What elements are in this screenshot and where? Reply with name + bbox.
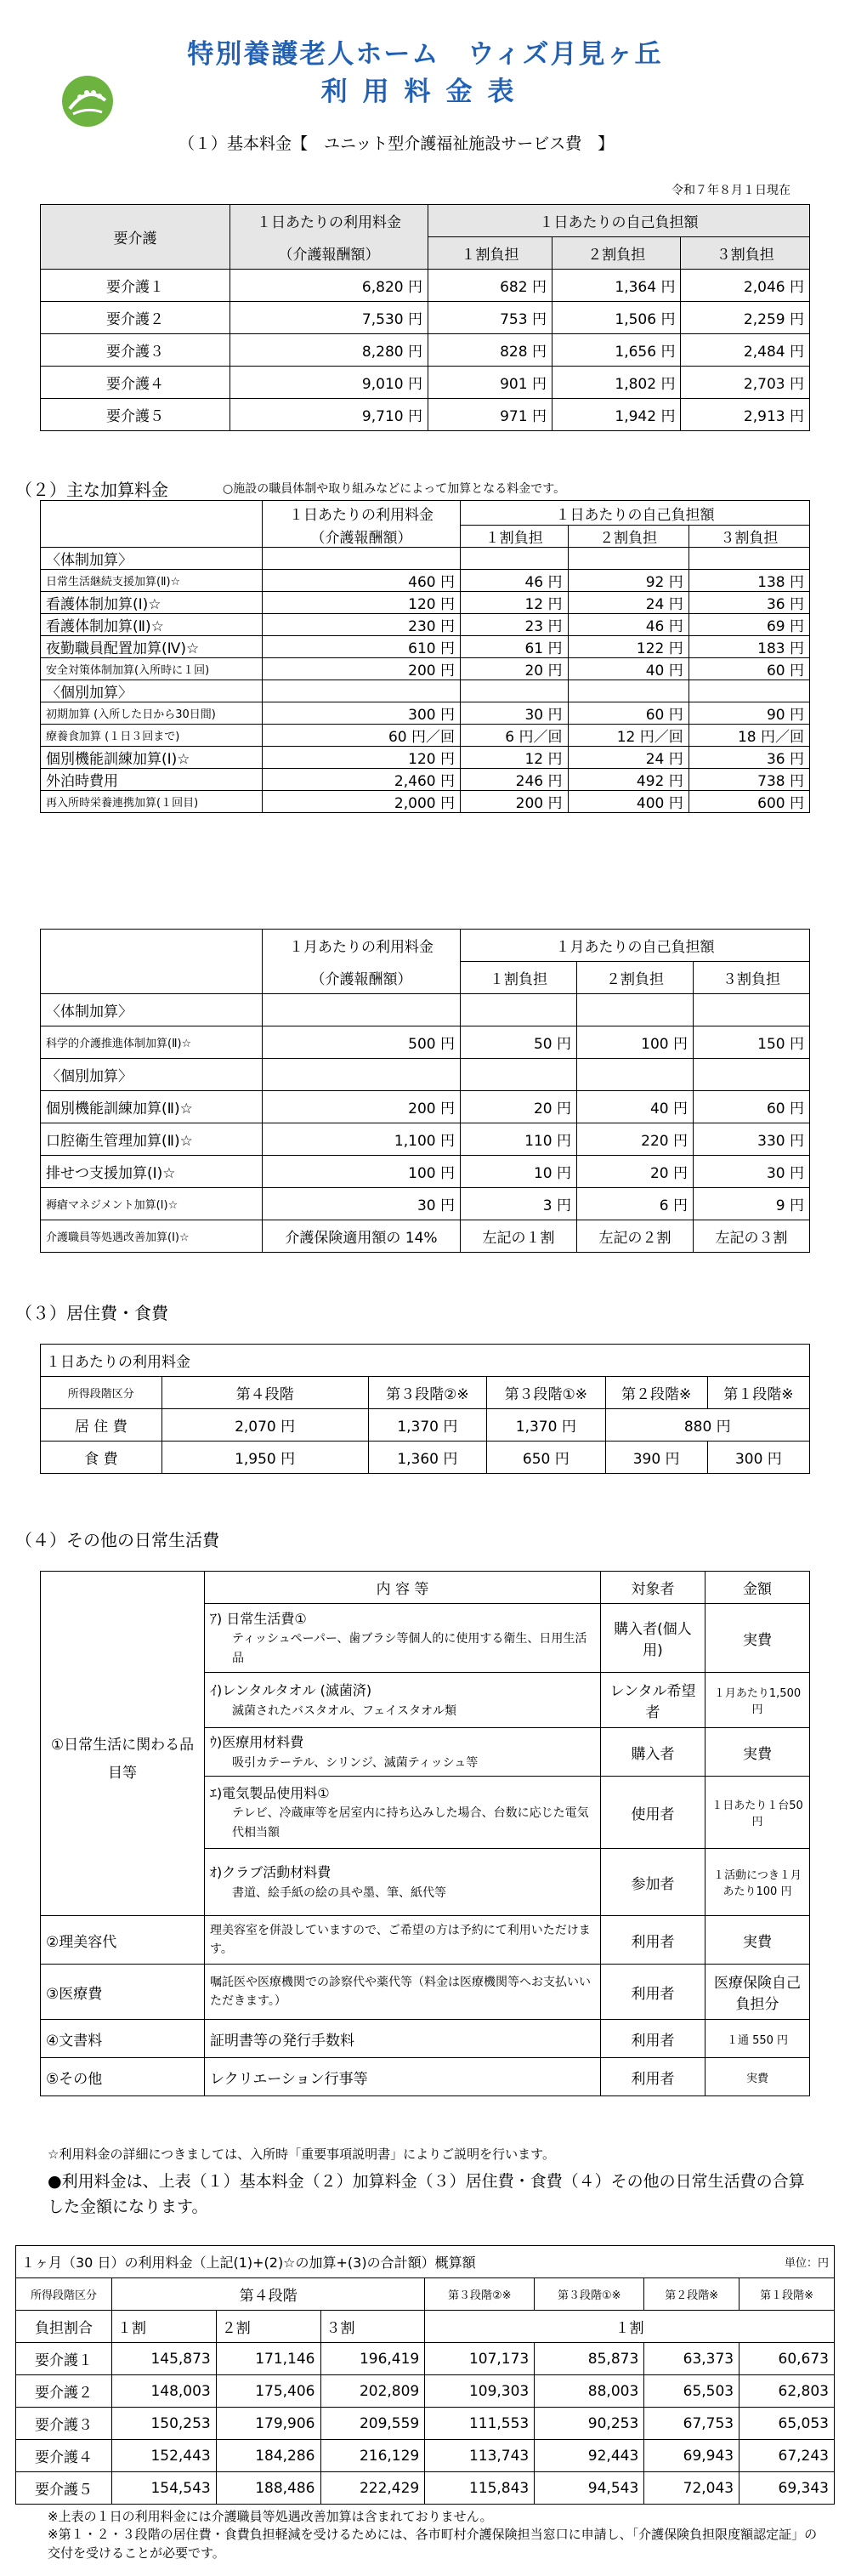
cell: 50 円 [461, 1026, 577, 1059]
cell: 152,443 [112, 2440, 217, 2472]
cell: 390 円 [605, 1442, 707, 1474]
table-row [41, 334, 810, 367]
table-row [41, 702, 810, 725]
cell: 要介護４ [16, 2440, 112, 2472]
cell: 122 円 [568, 636, 688, 658]
header-stage-4: 第４段階 [112, 2278, 425, 2311]
table-row [41, 367, 810, 399]
cell: 300 円 [263, 702, 461, 725]
table-row [41, 769, 810, 791]
cell: 828 円 [428, 334, 552, 367]
cell: 6,820 円 [230, 270, 428, 302]
table-row [41, 1156, 810, 1188]
cell: 230 円 [263, 614, 461, 636]
cell: 2,259 円 [681, 302, 810, 334]
cell: 個別機能訓練加算(Ⅱ)☆ [41, 1091, 263, 1123]
cell: 971 円 [428, 399, 552, 431]
cell: 左記の１割 [461, 1220, 577, 1253]
cell: 200 円 [263, 658, 461, 680]
cell: 69,943 [644, 2440, 740, 2472]
cell: 90 円 [688, 702, 809, 725]
cell: 20 円 [577, 1156, 694, 1188]
cell: 1,370 円 [487, 1409, 605, 1442]
daily-life-table [40, 1571, 810, 2096]
item-amount: １活動につき１月あたり100 円 [706, 1849, 810, 1916]
cell: 222,429 [320, 2472, 425, 2505]
cell: 682 円 [428, 270, 552, 302]
cell: 120 円 [263, 592, 461, 614]
cell: 202,809 [320, 2375, 425, 2408]
cell: 901 円 [428, 367, 552, 399]
item-desc: テレビ、冷蔵庫等を居室内に持ち込みした場合、台数に応じた電気代相当額 [232, 1806, 589, 1840]
item-amount: １月あたり1,500 円 [706, 1673, 810, 1728]
item-target: 購入者(個人用) [601, 1604, 706, 1673]
table-caption: １日あたりの利用料金 [41, 1345, 810, 1377]
housing-food-table [40, 1344, 810, 1474]
cell: 61 円 [461, 636, 569, 658]
header-30pct: ３割負担 [681, 237, 810, 270]
cell: 100 円 [577, 1026, 694, 1059]
cell: 日常生活継続支援加算(Ⅱ)☆ [41, 570, 263, 592]
cell: 口腔衛生管理加算(Ⅱ)☆ [41, 1123, 263, 1156]
cell: 171,146 [216, 2343, 320, 2375]
item-target: 使用者 [601, 1777, 706, 1849]
cell: 8,280 円 [230, 334, 428, 367]
cell: 23 円 [461, 614, 569, 636]
table-note-1: ※上表の１日の利用料金には介護職員等処遇改善加算は含まれておりません。 [48, 2509, 493, 2524]
cell: 30 円 [461, 702, 569, 725]
cell: 62,803 [740, 2375, 835, 2408]
header-care-level: 要介護 [41, 205, 230, 270]
table-row [41, 747, 810, 769]
item-amount: 実費 [706, 1604, 810, 1673]
table-row [41, 725, 810, 747]
cell: 1,360 円 [368, 1442, 486, 1474]
row-label: ③医療費 [41, 1965, 205, 2020]
cell: 107,173 [425, 2343, 535, 2375]
cell: 2,703 円 [681, 367, 810, 399]
cell: 40 円 [577, 1091, 694, 1123]
header-10pct: １割負担 [461, 526, 569, 548]
row-desc: 証明書等の発行手数料 [205, 2020, 601, 2058]
item-amount: １日あたり１台50 円 [706, 1777, 810, 1849]
table-row [41, 570, 810, 592]
group-label: ①日常生活に関わる品目等 [41, 1604, 205, 1916]
facility-logo-icon [61, 75, 114, 128]
cell: 184,286 [216, 2440, 320, 2472]
cell: 20 円 [461, 1091, 577, 1123]
cell: 183 円 [688, 636, 809, 658]
table-row [41, 1026, 810, 1059]
header-30pct: ３割負担 [694, 962, 810, 994]
cell: 216,129 [320, 2440, 425, 2472]
header-self-pay: １月あたりの自己負担額 [461, 930, 810, 962]
header-target: 対象者 [601, 1572, 706, 1604]
table-row [41, 270, 810, 302]
page-subtitle: 利用料金表 [320, 77, 530, 107]
header-ratio-10: １割 [112, 2311, 217, 2343]
table-row [16, 2375, 835, 2408]
cell: 120 円 [263, 747, 461, 769]
cell: 150 円 [694, 1026, 810, 1059]
cell: 再入所時栄養連携加算(１回目) [41, 791, 263, 813]
item-name: ｳ)医療用材料費 [210, 1734, 304, 1750]
group-label: 〈体制加算〉 [41, 548, 263, 570]
cell: 92 円 [568, 570, 688, 592]
effective-date: 令和７年８月１日現在 [672, 184, 790, 197]
cell: 介護保険適用額の 14% [263, 1220, 461, 1253]
table-row [41, 302, 810, 334]
cell: 療養食加算 (１日３回まで) [41, 725, 263, 747]
header-stage-3-1: 第３段階①※ [535, 2278, 644, 2311]
row-label: ②理美容代 [41, 1916, 205, 1965]
cell: 要介護２ [41, 302, 230, 334]
header-amount: 金額 [706, 1572, 810, 1604]
header-stage-4: 第４段階 [162, 1377, 368, 1409]
cell: 880 円 [605, 1409, 809, 1442]
cell: 92,443 [535, 2440, 644, 2472]
cell: 138 円 [688, 570, 809, 592]
cell: 20 円 [461, 658, 569, 680]
item-cell [205, 1673, 601, 1728]
cell: 67,753 [644, 2408, 740, 2440]
header-10pct: １割負担 [461, 962, 577, 994]
monthly-addon-table [40, 929, 810, 1253]
monthly-estimate-table [15, 2245, 835, 2505]
cell: 要介護１ [16, 2343, 112, 2375]
cell: 6 円 [577, 1188, 694, 1220]
group-label: 〈個別加算〉 [41, 680, 263, 702]
table-row [41, 1220, 810, 1253]
cell: 46 円 [461, 570, 569, 592]
header-stage-3-2: 第３段階②※ [425, 2278, 535, 2311]
cell: 外泊時費用 [41, 769, 263, 791]
cell: 食 費 [41, 1442, 162, 1474]
cell: 246 円 [461, 769, 569, 791]
cell: 600 円 [688, 791, 809, 813]
basic-fee-table [40, 204, 810, 431]
table-caption: １ヶ月（30 日）の利用料金（上記(1)+(2)☆の加算+(3)の合計額）概算額 [16, 2246, 740, 2278]
header-daily-fee-sub: （介護報酬額） [263, 526, 461, 548]
cell: 492 円 [568, 769, 688, 791]
section-housing-title: （３）居住費・食費 [15, 1303, 168, 1323]
unit-label: 単位：円 [740, 2246, 835, 2278]
table-note-2: ※第１・２・３段階の居住費・食費負担軽減を受けるためには、各市町村介護保険担当窓口に申請し、「介護保険負担限度額認定証」の交付を受けることが必要です。 [48, 2527, 818, 2561]
header-20pct: ２割負担 [577, 962, 694, 994]
header-ratio-30: ３割 [320, 2311, 425, 2343]
item-name: ｵ)クラブ活動材料費 [210, 1864, 332, 1880]
cell: 60 円／回 [263, 725, 461, 747]
row-label: ④文書料 [41, 2020, 205, 2058]
header-stage-3-1: 第３段階①※ [487, 1377, 605, 1409]
header-30pct: ３割負担 [688, 526, 809, 548]
summary-note: ●利用料金は、上表（１）基本料金（２）加算料金（３）居住費・食費（４）その他の日常生活費の合算した金額になります。 [48, 2172, 805, 2217]
header-income-stage: 所得段階区分 [16, 2278, 112, 2311]
item-desc: 書道、絵手紙の絵の具や墨、筆、紙代等 [232, 1885, 446, 1900]
cell: 30 円 [694, 1156, 810, 1188]
cell: 18 円／回 [688, 725, 809, 747]
header-daily-fee: １日あたりの利用料金 [230, 205, 428, 237]
cell: 738 円 [688, 769, 809, 791]
cell: 63,373 [644, 2343, 740, 2375]
cell: 60 円 [568, 702, 688, 725]
cell: 154,543 [112, 2472, 217, 2505]
cell: 94,543 [535, 2472, 644, 2505]
cell: 60,673 [740, 2343, 835, 2375]
row-amount: 実費 [706, 1916, 810, 1965]
cell: 2,046 円 [681, 270, 810, 302]
cell: 9,710 円 [230, 399, 428, 431]
table-row [16, 2343, 835, 2375]
cell: 10 円 [461, 1156, 577, 1188]
header-stage-1: 第１段階※ [740, 2278, 835, 2311]
cell: 初期加算 (入所した日から30日間) [41, 702, 263, 725]
cell: 113,743 [425, 2440, 535, 2472]
cell: 要介護３ [41, 334, 230, 367]
item-name: ｱ) 日常生活費① [210, 1610, 307, 1627]
row-target: 利用者 [601, 2058, 706, 2096]
header-stage-2: 第２段階※ [605, 1377, 707, 1409]
row-target: 利用者 [601, 1965, 706, 2020]
item-cell [205, 1849, 601, 1916]
cell: 115,843 [425, 2472, 535, 2505]
header-income-stage: 所得段階区分 [41, 1377, 162, 1409]
group-label: 〈体制加算〉 [41, 994, 263, 1026]
table-row [41, 1409, 810, 1442]
section-addon-title: （２）主な加算料金 [15, 480, 168, 500]
header-monthly-fee-sub: （介護報酬額） [263, 962, 461, 994]
cell: 7,530 円 [230, 302, 428, 334]
cell: 60 円 [694, 1091, 810, 1123]
header-stage-3-2: 第３段階②※ [368, 1377, 486, 1409]
cell: 6 円／回 [461, 725, 569, 747]
cell: 67,243 [740, 2440, 835, 2472]
cell: 要介護５ [41, 399, 230, 431]
cell: 要介護１ [41, 270, 230, 302]
row-amount: １通 550 円 [706, 2020, 810, 2058]
blank-cell [41, 930, 263, 962]
section-basic-title: （１）基本料金【 ユニット型介護福祉施設サービス費 】 [178, 134, 615, 153]
header-stage-1: 第１段階※ [707, 1377, 809, 1409]
cell: 12 円 [461, 592, 569, 614]
cell: 24 円 [568, 747, 688, 769]
cell: 148,003 [112, 2375, 217, 2408]
cell: 175,406 [216, 2375, 320, 2408]
header-ratio: 負担割合 [16, 2311, 112, 2343]
cell: 69,343 [740, 2472, 835, 2505]
cell: 安全対策体制加算(入所時に１回) [41, 658, 263, 680]
table-row [41, 1188, 810, 1220]
header-stage-2: 第２段階※ [644, 2278, 740, 2311]
cell: 220 円 [577, 1123, 694, 1156]
daily-addon-table [40, 500, 810, 813]
header-ratio-10-reduced: １割 [425, 2311, 835, 2343]
cell: 36 円 [688, 747, 809, 769]
section-daily-life-title: （４）その他の日常生活費 [15, 1530, 219, 1550]
table-row [41, 791, 810, 813]
row-amount: 医療保険自己負担分 [706, 1965, 810, 2020]
cell: 3 円 [461, 1188, 577, 1220]
row-desc: 理美容室を併設していますので、ご希望の方は予約にて利用いただけます。 [205, 1916, 601, 1965]
cell: 200 円 [461, 791, 569, 813]
cell: 145,873 [112, 2343, 217, 2375]
cell: 12 円 [461, 747, 569, 769]
item-name: ｴ)電気製品使用料① [210, 1784, 330, 1801]
cell: 要介護３ [16, 2408, 112, 2440]
item-cell [205, 1604, 601, 1673]
item-target: 購入者 [601, 1728, 706, 1777]
cell: 1,656 円 [552, 334, 681, 367]
row-amount: 実費 [706, 2058, 810, 2096]
item-cell [205, 1777, 601, 1849]
cell: 46 円 [568, 614, 688, 636]
cell: 330 円 [694, 1123, 810, 1156]
table-row [41, 592, 810, 614]
table-row [16, 2440, 835, 2472]
cell: 居 住 費 [41, 1409, 162, 1442]
cell: 40 円 [568, 658, 688, 680]
cell: 1,942 円 [552, 399, 681, 431]
cell: 9,010 円 [230, 367, 428, 399]
cell: 2,913 円 [681, 399, 810, 431]
cell: 1,364 円 [552, 270, 681, 302]
header-self-pay: １日あたりの自己負担額 [461, 501, 810, 526]
row-target: 利用者 [601, 1916, 706, 1965]
cell: 1,802 円 [552, 367, 681, 399]
cell: 1,370 円 [368, 1409, 486, 1442]
cell: 65,503 [644, 2375, 740, 2408]
header-10pct: １割負担 [428, 237, 552, 270]
cell: 88,003 [535, 2375, 644, 2408]
item-desc: 滅菌されたバスタオル、フェイスタオル類 [232, 1703, 457, 1718]
cell: 109,303 [425, 2375, 535, 2408]
cell: 9 円 [694, 1188, 810, 1220]
cell: 36 円 [688, 592, 809, 614]
cell: 12 円／回 [568, 725, 688, 747]
item-desc: ティッシュペーパー、歯ブラシ等個人的に使用する衛生、日用生活品 [232, 1632, 587, 1665]
row-label: ⑤その他 [41, 2058, 205, 2096]
cell: 要介護４ [41, 367, 230, 399]
footnote: ☆利用料金の詳細につきましては、入所時「重要事項説明書」によりご説明を行います。 [48, 2147, 555, 2162]
table-row [16, 2408, 835, 2440]
cell: 72,043 [644, 2472, 740, 2505]
cell: 60 円 [688, 658, 809, 680]
cell: 介護職員等処遇改善加算(Ⅰ)☆ [41, 1220, 263, 1253]
cell: 90,253 [535, 2408, 644, 2440]
table-row [16, 2472, 835, 2505]
table-row [41, 614, 810, 636]
cell: 110 円 [461, 1123, 577, 1156]
cell: 科学的介護推進体制加算(Ⅱ)☆ [41, 1026, 263, 1059]
section-addon-note: ○施設の職員体制や取り組みなどによって加算となる料金です。 [223, 482, 566, 496]
cell: 460 円 [263, 570, 461, 592]
table-row [41, 1442, 810, 1474]
cell: 196,419 [320, 2343, 425, 2375]
cell: 排せつ支援加算(Ⅰ)☆ [41, 1156, 263, 1188]
group-label: 〈個別加算〉 [41, 1059, 263, 1091]
cell: 500 円 [263, 1026, 461, 1059]
cell: 要介護５ [16, 2472, 112, 2505]
cell: 個別機能訓練加算(Ⅰ)☆ [41, 747, 263, 769]
cell: 69 円 [688, 614, 809, 636]
row-target: 利用者 [601, 2020, 706, 2058]
row-desc: 嘱託医や医療機関での診察代や薬代等（料金は医療機関等へお支払いいただきます。） [205, 1965, 601, 2020]
cell: 要介護２ [16, 2375, 112, 2408]
item-amount: 実費 [706, 1728, 810, 1777]
cell: 2,460 円 [263, 769, 461, 791]
table-row [41, 636, 810, 658]
item-cell [205, 1728, 601, 1777]
cell: 753 円 [428, 302, 552, 334]
cell: 610 円 [263, 636, 461, 658]
blank-cell [41, 962, 263, 994]
table-row [41, 1123, 810, 1156]
cell: 左記の２割 [577, 1220, 694, 1253]
cell: 1,506 円 [552, 302, 681, 334]
cell: 左記の３割 [694, 1220, 810, 1253]
row-desc: レクリエーション行事等 [205, 2058, 601, 2096]
cell: 2,000 円 [263, 791, 461, 813]
cell: 1,100 円 [263, 1123, 461, 1156]
header-20pct: ２割負担 [568, 526, 688, 548]
cell: 85,873 [535, 2343, 644, 2375]
cell: 179,906 [216, 2408, 320, 2440]
header-daily-fee: １日あたりの利用料金 [263, 501, 461, 526]
cell: 褥瘡マネジメント加算(Ⅰ)☆ [41, 1188, 263, 1220]
header-content: 内 容 等 [205, 1572, 601, 1604]
cell: 111,553 [425, 2408, 535, 2440]
item-target: 参加者 [601, 1849, 706, 1916]
cell: 看護体制加算(Ⅰ)☆ [41, 592, 263, 614]
header-daily-fee-sub: （介護報酬額） [230, 237, 428, 270]
cell: 2,070 円 [162, 1409, 368, 1442]
blank-cell [41, 526, 263, 548]
item-desc: 吸引カテーテル、シリンジ、滅菌ティッシュ等 [232, 1755, 479, 1770]
blank-cell [41, 1572, 205, 1604]
cell: 100 円 [263, 1156, 461, 1188]
cell: 209,559 [320, 2408, 425, 2440]
header-20pct: ２割負担 [552, 237, 681, 270]
cell: 2,484 円 [681, 334, 810, 367]
blank-cell [41, 501, 263, 526]
cell: 1,950 円 [162, 1442, 368, 1474]
cell: 65,053 [740, 2408, 835, 2440]
cell: 188,486 [216, 2472, 320, 2505]
cell: 400 円 [568, 791, 688, 813]
cell: 200 円 [263, 1091, 461, 1123]
page-title: 特別養護老人ホーム ウィズ月見ヶ丘 [187, 39, 663, 70]
table-row [41, 399, 810, 431]
header-self-pay: １日あたりの自己負担額 [428, 205, 810, 237]
cell: 夜勤職員配置加算(Ⅳ)☆ [41, 636, 263, 658]
cell: 150,253 [112, 2408, 217, 2440]
cell: 650 円 [487, 1442, 605, 1474]
item-target: レンタル希望者 [601, 1673, 706, 1728]
cell: 30 円 [263, 1188, 461, 1220]
cell: 300 円 [707, 1442, 809, 1474]
header-monthly-fee: １月あたりの利用料金 [263, 930, 461, 962]
table-row [41, 658, 810, 680]
item-name: ｲ)レンタルタオル (滅菌済) [210, 1682, 372, 1698]
table-row [41, 1091, 810, 1123]
cell: 看護体制加算(Ⅱ)☆ [41, 614, 263, 636]
cell: 24 円 [568, 592, 688, 614]
header-ratio-20: ２割 [216, 2311, 320, 2343]
